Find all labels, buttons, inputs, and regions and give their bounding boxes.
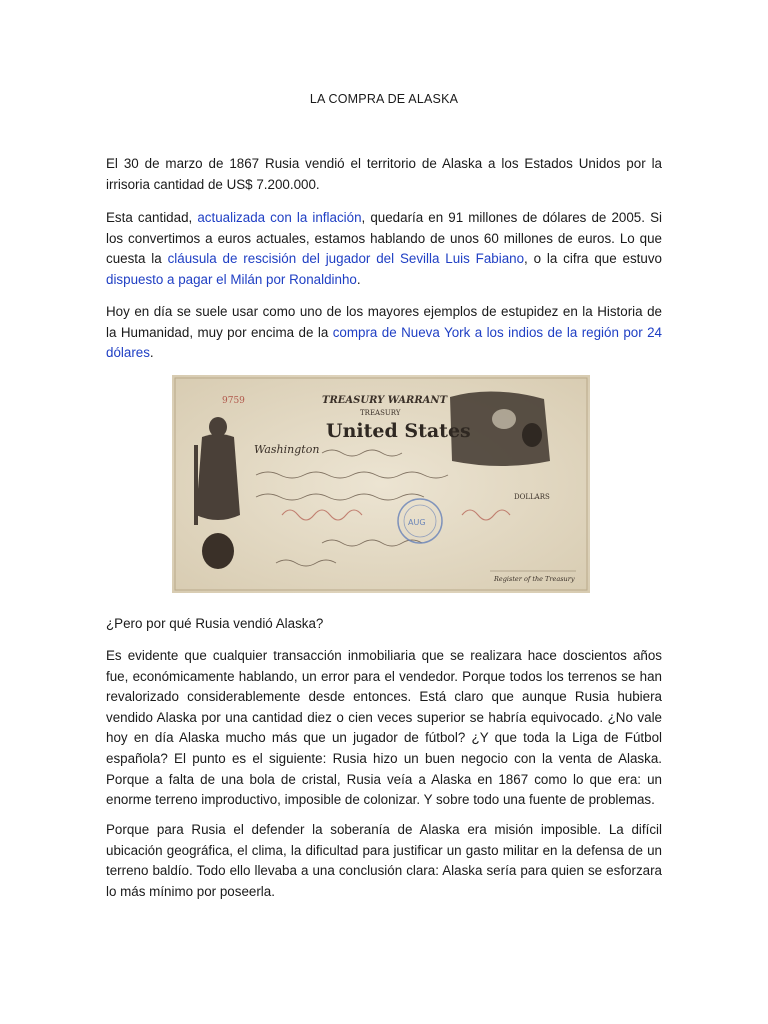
warrant-number: 9759 xyxy=(222,396,245,406)
paragraph-2-text-b: , quedaría en 91 millones de dólares de 2005. Si los convertimos a euros actuales, estamos hablando de unos 60 millones de euros. Lo que cuesta la xyxy=(106,210,662,267)
warrant-city: Washington xyxy=(254,443,320,456)
link-new-york-purchase[interactable]: compra de Nueva York a los indios de la región por 24 dólares xyxy=(106,324,663,361)
paragraph-2-text-a: Esta cantidad, xyxy=(106,210,198,225)
document-title: LA COMPRA DE ALASKA xyxy=(309,92,459,106)
warrant-header: TREASURY WARRANT xyxy=(322,395,448,406)
link-inflation[interactable]: actualizada con la inflación xyxy=(197,210,362,225)
paragraph-1: El 30 de marzo de 1867 Rusia vendió el territorio de Alaska a los Estados Unidos por la irrisoria cantidad de US$ 7.200.000. xyxy=(106,156,662,192)
treasury-warrant-image xyxy=(172,375,590,593)
paragraph-2-text-d: . xyxy=(356,271,361,287)
paragraph-5: Es evidente que cualquier transacción inmobiliaria que se realizara hace doscientos años fue, económicamente hablando, un error para el vendedor. Porque todos los terrenos se han revalorizado considerablemente desde entonces. Está claro que aunque Rusia hubiera vendido Alaska por una cantidad diez o cien veces superior se habría equivocado. ¿No vale hoy en día Alaska mucho más que un jugador de fútbol? ¿Y que toda la Liga de Fútbol española? El punto es el siguiente: Rusia hizo un buen negocio con la venta de Alaska. Porque a falta de una bola de cristal, Rusia veía a Alaska en 1867 como lo que era: un enorme terreno improductivo, imposible de colonizar. Y sobre todo una fuente de problemas. xyxy=(106,648,662,808)
paragraph-question: ¿Pero por qué Rusia vendió Alaska? xyxy=(106,616,324,631)
paragraph-2 xyxy=(106,208,662,290)
warrant-main-title: United States xyxy=(326,420,471,442)
link-fabiano-clause[interactable]: cláusula de rescisión del jugador del Sevilla Luis Fabiano xyxy=(167,251,525,267)
paragraph-6: Porque para Rusia el defender la soberanía de Alaska era misión imposible. La difícil ubicación geográfica, el clima, la dificultad para justificar un gasto militar en la defensa de un terreno baldío. Todo ello llevaba a una conclusión clara: Alaska sería para quien se esforzara lo más mínimo por poseerla. xyxy=(106,822,662,899)
paragraph-3-text-b: . xyxy=(149,345,154,361)
warrant-sub: TREASURY xyxy=(360,409,401,417)
warrant-dollars: DOLLARS xyxy=(514,493,550,501)
paragraph-3 xyxy=(106,302,662,364)
warrant-stamp: AUG xyxy=(408,518,426,527)
paragraph-3-text-a: Hoy en día se suele usar como uno de los mayores ejemplos de estupidez en la Historia de la Humanidad, muy por encima de la xyxy=(106,304,662,340)
paragraph-2-text-c: , o la cifra que estuvo xyxy=(524,251,662,267)
link-ronaldinho[interactable]: dispuesto a pagar el Milán por Ronaldinho xyxy=(106,271,357,287)
warrant-signature-label: Register of the Treasury xyxy=(494,575,575,583)
